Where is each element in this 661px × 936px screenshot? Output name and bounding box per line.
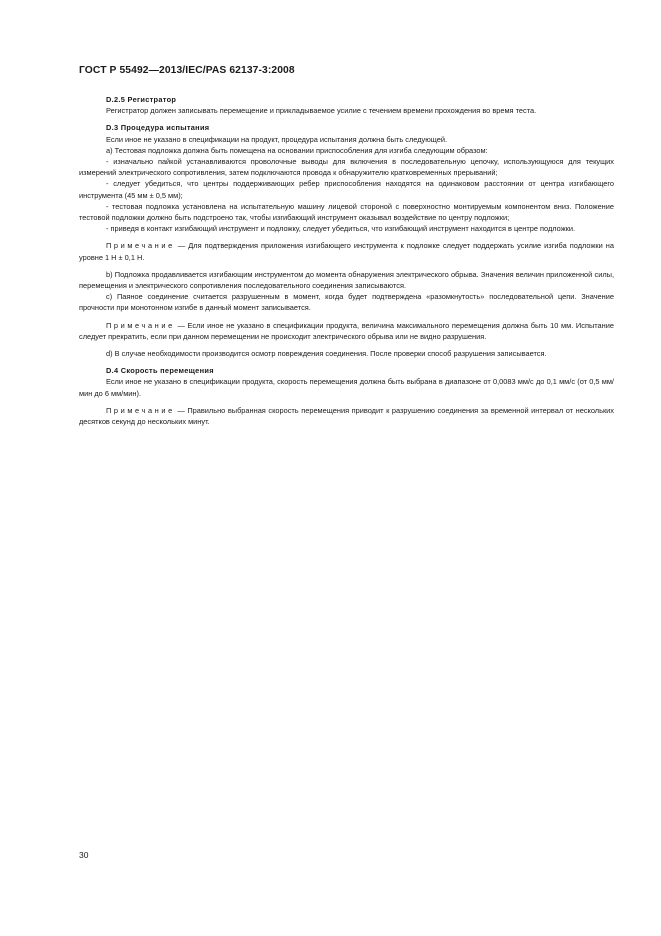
section-heading-d3: D.3 Процедура испытания xyxy=(106,123,210,133)
section-heading-d25: D.2.5 Регистратор xyxy=(106,95,177,104)
paragraph: Если иное не указано в спецификации продукта, скорость перемещения должна быть выбрана в диапазоне от 0,0083 мм/с до 0,1 мм/с (от 0,5 мм/мин до 6 мм/мин). xyxy=(79,377,614,398)
bullet-item: - изначально пайкой устанавливаются проволочные выводы для включения в последовательную цепочку, использующуюся для текущих измерений электрического сопротивления, затем подключаются провода к обнаружителю кратковременных прерываний; xyxy=(79,157,614,178)
document-body xyxy=(79,94,614,427)
bullet-item: - следует убедиться, что центры поддерживающих ребер приспособления находятся на одинаковом расстоянии от центра изгибающего инструмента (45 мм ± 0,5 мм); xyxy=(79,179,614,200)
note-text: — Для подтверждения приложения изгибающего инструмента к подложке следует поддержать усилие изгиба подложки на уровне 1 Н ± 0,1 Н. xyxy=(79,241,614,262)
list-item-c: с) Паяное соединение считается разрушенным в момент, когда будет подтверждена «разомкнутость» последовательной цепи. Значение прочности при монотонном изгибе в данный момент записывается. xyxy=(79,292,614,313)
note xyxy=(79,240,614,262)
note-text: — Если иное не указано в спецификации продукта, величина максимального перемещения должна быть 10 мм. Испытание следует прекратить, если при данном перемещении не происходит электрического обрыва или не видно разрушения. xyxy=(79,320,614,341)
note-text: — Правильно выбранная скорость перемещения приводит к разрушению соединения за временной интервал от нескольких десятков секунд до нескольких минут. xyxy=(79,405,614,427)
bullet-item: - приведя в контакт изгибающий инструмент и подложку, следует убедиться, что изгибающий инструмент находится в центре подложки. xyxy=(106,224,576,234)
paragraph: Регистратор должен записывать перемещение и прикладываемое усилие с течением времени прохождения во время теста. xyxy=(106,106,537,116)
bullet-item: - тестовая подложка установлена на испытательную машину лицевой стороной с поверхностно монтируемым компонентом вниз. Положение тестовой подложки должно быть подстроено так, чтобы изгибающий инструмент оказывал воздействие по центру подложки; xyxy=(79,201,614,223)
note-label: Примечание xyxy=(106,405,175,415)
note xyxy=(79,405,614,427)
note-label: Примечание xyxy=(106,320,175,330)
note xyxy=(79,320,614,342)
document-header: ГОСТ Р 55492—2013/IEC/PAS 62137-3:2008 xyxy=(79,65,295,76)
list-item-d: d) В случае необходимости производится осмотр повреждения соединения. После проверки способ разрушения записывается. xyxy=(106,349,547,359)
section-heading-d4: D.4 Скорость перемещения xyxy=(106,366,214,376)
list-item-a: а) Тестовая подложка должна быть помещена на основании приспособления для изгиба следующим образом: xyxy=(106,145,488,155)
list-item-b: b) Подложка продавливается изгибающим инструментом до момента обнаружения электрического обрыва. Значения величин приложенной силы, перемещения и электрического сопротивления последовательного соединения записываются. xyxy=(79,269,614,291)
note-label: Примечание xyxy=(106,241,175,251)
paragraph: Если иное не указано в спецификации на продукт, процедура испытания должна быть следующей. xyxy=(106,134,448,144)
page-number: 30 xyxy=(79,850,89,860)
